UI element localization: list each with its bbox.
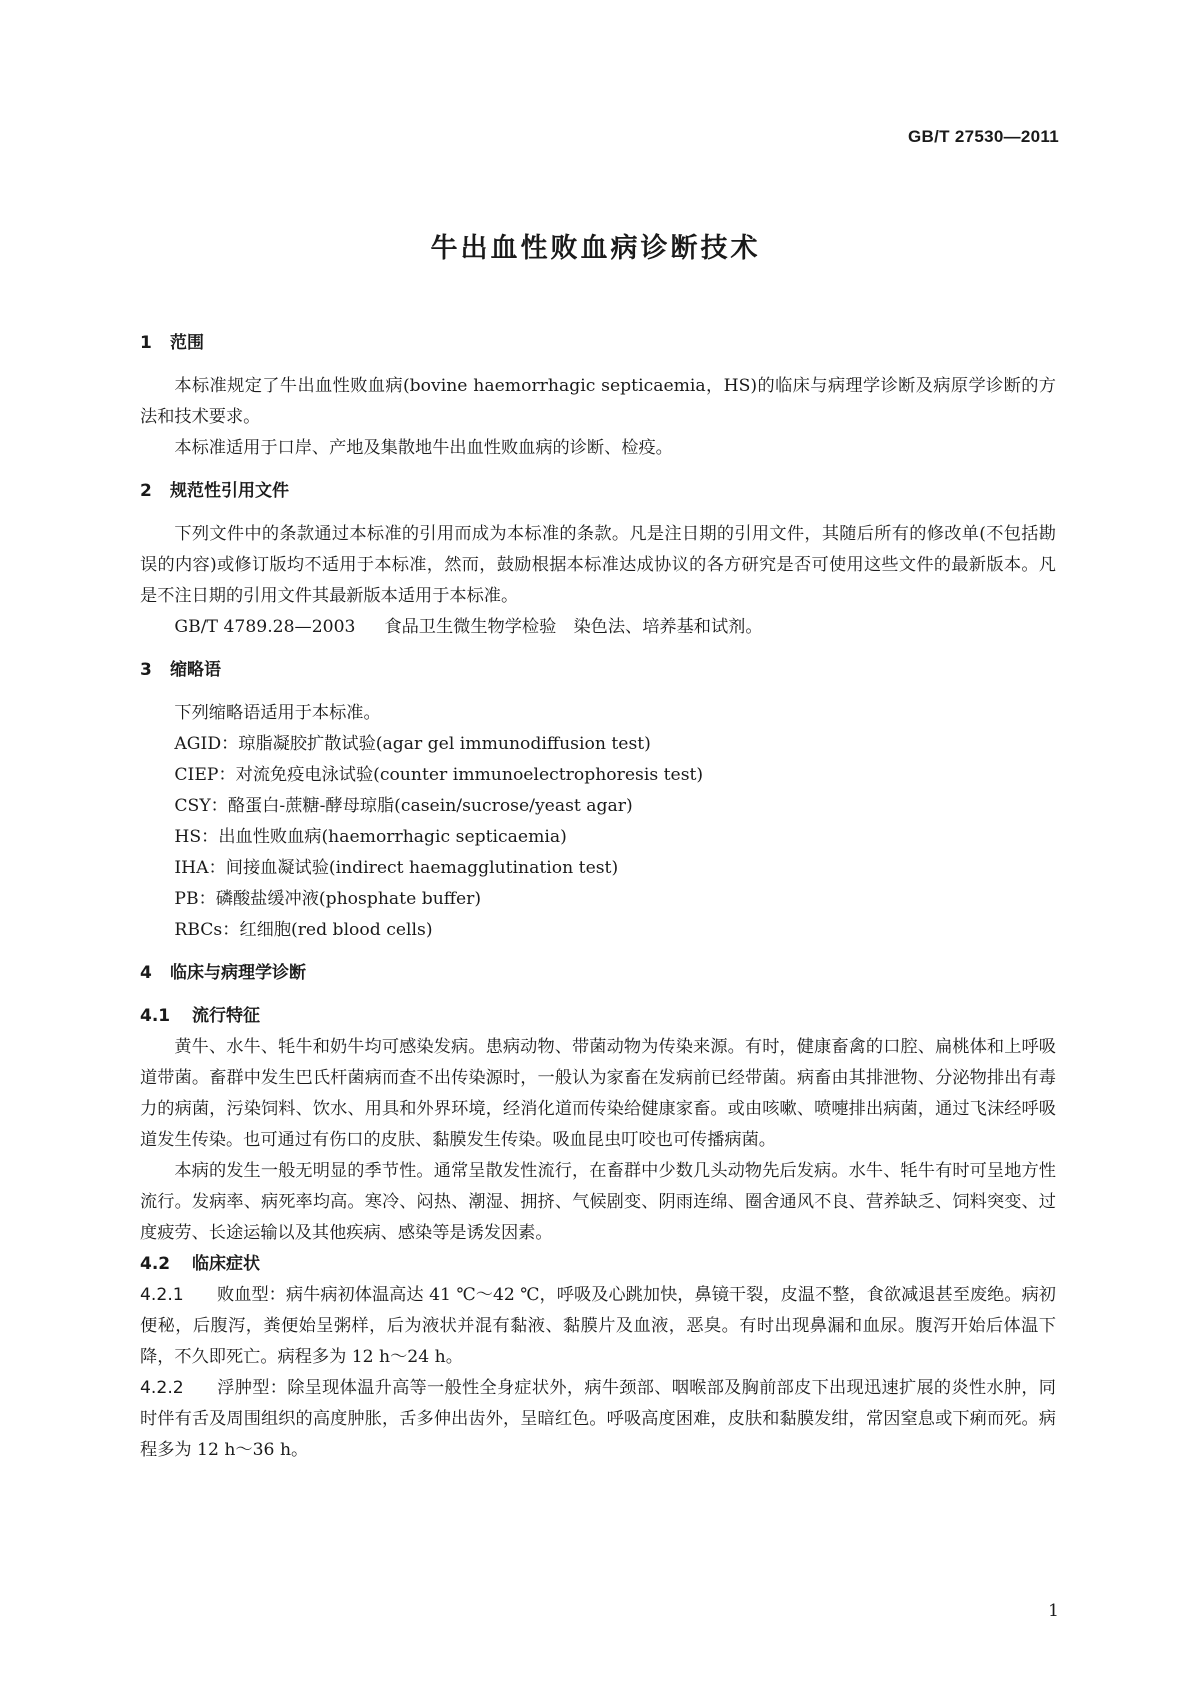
section-3-heading bbox=[140, 655, 1056, 686]
subsection-4-2-heading bbox=[140, 1249, 1056, 1280]
paragraph: 本标准适用于口岸、产地及集散地牛出血性败血病的诊断、检疫。 bbox=[174, 438, 673, 458]
subsection-number: 4.2 bbox=[140, 1254, 171, 1274]
clause-number: 4.2.1 bbox=[140, 1285, 184, 1305]
abbreviation-item: AGID：琼脂凝胶扩散试验(agar gel immunodiffusion test) bbox=[174, 734, 651, 754]
clause-text: 败血型：病牛病初体温高达 41 ℃～42 ℃，呼吸及心跳加快，鼻镜干裂，皮温不整，食欲减退甚至废绝。病初便秘，后腹泻，粪便始呈粥样，后为液状并混有黏液、黏膜片及血液，恶臭。有时出现鼻漏和血尿。腹泻开始后体温下降，不久即死亡。病程多为 12 h～24 h。 bbox=[140, 1285, 1056, 1367]
reference-title: 食品卫生微生物学检验 染色法、培养基和试剂。 bbox=[384, 617, 763, 637]
clause-text: 浮肿型：除呈现体温升高等一般性全身症状外，病牛颈部、咽喉部及胸前部皮下出现迅速扩展的炎性水肿，同时伴有舌及周围组织的高度肿胀，舌多伸出齿外，呈暗红色。呼吸高度困难，皮肤和黏膜发绀，常因窒息或下痢而死。病程多为 12 h～36 h。 bbox=[140, 1378, 1056, 1460]
section-number: 2 bbox=[140, 481, 152, 501]
paragraph: 本病的发生一般无明显的季节性。通常呈散发性流行，在畜群中少数几头动物先后发病。水牛、牦牛有时可呈地方性流行。发病率、病死率均高。寒冷、闷热、潮湿、拥挤、气候剧变、阴雨连绵、圈舍通风不良、营养缺乏、饲料突变、过度疲劳、长途运输以及其他疾病、感染等是诱发因素。 bbox=[140, 1161, 1056, 1243]
paragraph: 下列文件中的条款通过本标准的引用而成为本标准的条款。凡是注日期的引用文件，其随后所有的修改单(不包括勘误的内容)或修订版均不适用于本标准，然而，鼓励根据本标准达成协议的各方研究是否可使用这些文件的最新版本。凡是不注日期的引用文件其最新版本适用于本标准。 bbox=[140, 524, 1056, 606]
section-1-heading bbox=[140, 328, 1056, 359]
abbreviation-item: CIEP：对流免疫电泳试验(counter immunoelectrophoresis test) bbox=[174, 765, 704, 785]
section-number: 4 bbox=[140, 963, 152, 983]
abbreviation-item: HS：出血性败血病(haemorrhagic septicaemia) bbox=[174, 827, 567, 847]
section-title: 规范性引用文件 bbox=[170, 481, 289, 501]
section-number: 1 bbox=[140, 333, 152, 353]
reference-code: GB/T 4789.28—2003 bbox=[174, 617, 356, 637]
subsection-4-1-heading bbox=[140, 1001, 1056, 1032]
abbreviation-item: CSY：酪蛋白-蔗糖-酵母琼脂(casein/sucrose/yeast agar) bbox=[174, 796, 633, 816]
section-number: 3 bbox=[140, 660, 152, 680]
section-title: 范围 bbox=[170, 333, 204, 353]
clause-4-2-1 bbox=[140, 1280, 1056, 1373]
clause-4-2-2 bbox=[140, 1373, 1056, 1466]
paragraph: 黄牛、水牛、牦牛和奶牛均可感染发病。患病动物、带菌动物为传染来源。有时，健康畜禽的口腔、扁桃体和上呼吸道带菌。畜群中发生巴氏杆菌病而查不出传染源时，一般认为家畜在发病前已经带菌。病畜由其排泄物、分泌物排出有毒力的病菌，污染饲料、饮水、用具和外界环境，经消化道而传染给健康家畜。或由咳嗽、喷嚏排出病菌，通过飞沫经呼吸道发生传染。也可通过有伤口的皮肤、黏膜发生传染。吸血昆虫叮咬也可传播病菌。 bbox=[140, 1037, 1056, 1150]
subsection-title: 流行特征 bbox=[192, 1006, 260, 1026]
paragraph: 本标准规定了牛出血性败血病(bovine haemorrhagic septicaemia，HS)的临床与病理学诊断及病原学诊断的方法和技术要求。 bbox=[140, 376, 1056, 427]
document-title: 牛出血性败血病诊断技术 bbox=[430, 233, 761, 264]
abbreviation-intro: 下列缩略语适用于本标准。 bbox=[174, 703, 381, 723]
abbreviation-item: PB：磷酸盐缓冲液(phosphate buffer) bbox=[174, 889, 482, 909]
section-title: 临床与病理学诊断 bbox=[170, 963, 306, 983]
section-2-heading bbox=[140, 476, 1056, 507]
clause-number: 4.2.2 bbox=[140, 1378, 184, 1398]
subsection-number: 4.1 bbox=[140, 1006, 171, 1026]
standard-code: GB/T 27530—2011 bbox=[908, 127, 1059, 146]
section-title: 缩略语 bbox=[170, 660, 221, 680]
section-4-heading bbox=[140, 958, 1056, 989]
document-body bbox=[140, 328, 1056, 1466]
normative-reference bbox=[140, 612, 1056, 643]
abbreviation-item: RBCs：红细胞(red blood cells) bbox=[174, 920, 433, 940]
page-number: 1 bbox=[1048, 1601, 1059, 1621]
subsection-title: 临床症状 bbox=[192, 1254, 260, 1274]
abbreviation-item: IHA：间接血凝试验(indirect haemagglutination test) bbox=[174, 858, 619, 878]
